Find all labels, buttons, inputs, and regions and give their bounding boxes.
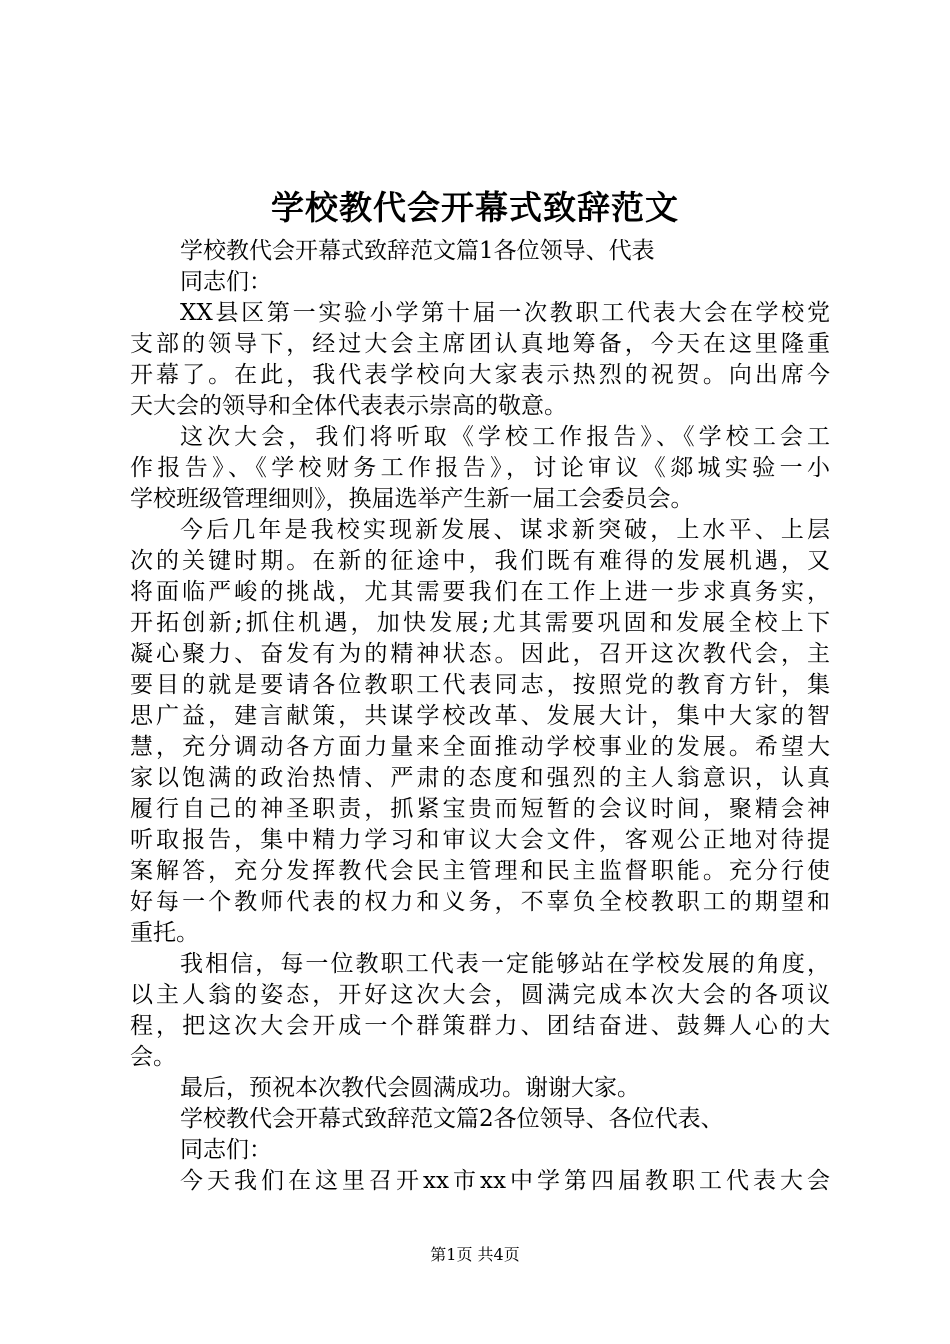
text-line: 学校教代会开幕式致辞范文篇2各位领导、各位代表、 <box>180 1106 724 1132</box>
text-line: 今天我们在这里召开xx市xx中学第四届教职工代表大会 <box>180 1168 830 1194</box>
text-line: 我相信，每一位教职工代表一定能够站在学校发展的角度， <box>180 951 830 977</box>
text-line: 最后，预祝本次教代会圆满成功。谢谢大家。 <box>180 1075 640 1101</box>
document-body <box>130 236 830 1197</box>
page-footer: 第1页 共4页 <box>430 1245 520 1264</box>
text-line: 作报告》、《学校财务工作报告》，讨论审议《郯城实验一小 <box>130 455 830 481</box>
text-line: 会。 <box>130 1044 176 1070</box>
text-line: 次的关键时期。在新的征途中，我们既有难得的发展机遇，又 <box>130 548 830 574</box>
text-line: 履行自己的神圣职责，抓紧宝贵而短暂的会议时间，聚精会神 <box>130 796 830 822</box>
text-line: 开拓创新;抓住机遇，加快发展;尤其需要巩固和发展全校上下 <box>130 610 830 636</box>
text-line: 天大会的领导和全体代表表示崇高的敬意。 <box>130 393 567 419</box>
text-line: 凝心聚力、奋发有为的精神状态。因此，召开这次教代会，主 <box>130 641 830 667</box>
text-line: 慧，充分调动各方面力量来全面推动学校事业的发展。希望大 <box>130 734 830 760</box>
text-line: 将面临严峻的挑战，尤其需要我们在工作上进一步求真务实， <box>130 579 830 605</box>
text-line: 以主人翁的姿态，开好这次大会，圆满完成本次大会的各项议 <box>130 982 830 1008</box>
text-line: 学校教代会开幕式致辞范文篇1各位领导、代表 <box>180 238 655 264</box>
text-line: 今后几年是我校实现新发展、谋求新突破，上水平、上层 <box>180 517 830 543</box>
text-line: 同志们： <box>180 1137 272 1163</box>
text-line: 支部的领导下，经过大会主席团认真地筹备，今天在这里隆重 <box>130 331 830 357</box>
text-line: 开幕了。在此，我代表学校向大家表示热烈的祝贺。向出席今 <box>130 362 830 388</box>
text-line: 学校班级管理细则》，换届选举产生新一届工会委员会。 <box>130 486 694 512</box>
text-line: 听取报告，集中精力学习和审议大会文件，客观公正地对待提 <box>130 827 830 853</box>
text-line: 重托。 <box>130 920 199 946</box>
text-line: 同志们： <box>180 269 272 295</box>
text-line: 要目的就是要请各位教职工代表同志，按照党的教育方针，集 <box>130 672 830 698</box>
text-line: 程，把这次大会开成一个群策群力、团结奋进、鼓舞人心的大 <box>130 1013 830 1039</box>
text-line: 案解答，充分发挥教代会民主管理和民主监督职能。充分行使 <box>130 858 830 884</box>
text-line: 家以饱满的政治热情、严肃的态度和强烈的主人翁意识，认真 <box>130 765 830 791</box>
text-line: XX县区第一实验小学第十届一次教职工代表大会在学校党 <box>180 300 830 326</box>
document-title: 学校教代会开幕式致辞范文 <box>271 188 679 227</box>
text-line: 好每一个教师代表的权力和义务，不辜负全校教职工的期望和 <box>130 889 830 915</box>
text-line: 这次大会，我们将听取《学校工作报告》、《学校工会工 <box>180 424 830 450</box>
text-line: 思广益，建言献策，共谋学校改革、发展大计，集中大家的智 <box>130 703 830 729</box>
